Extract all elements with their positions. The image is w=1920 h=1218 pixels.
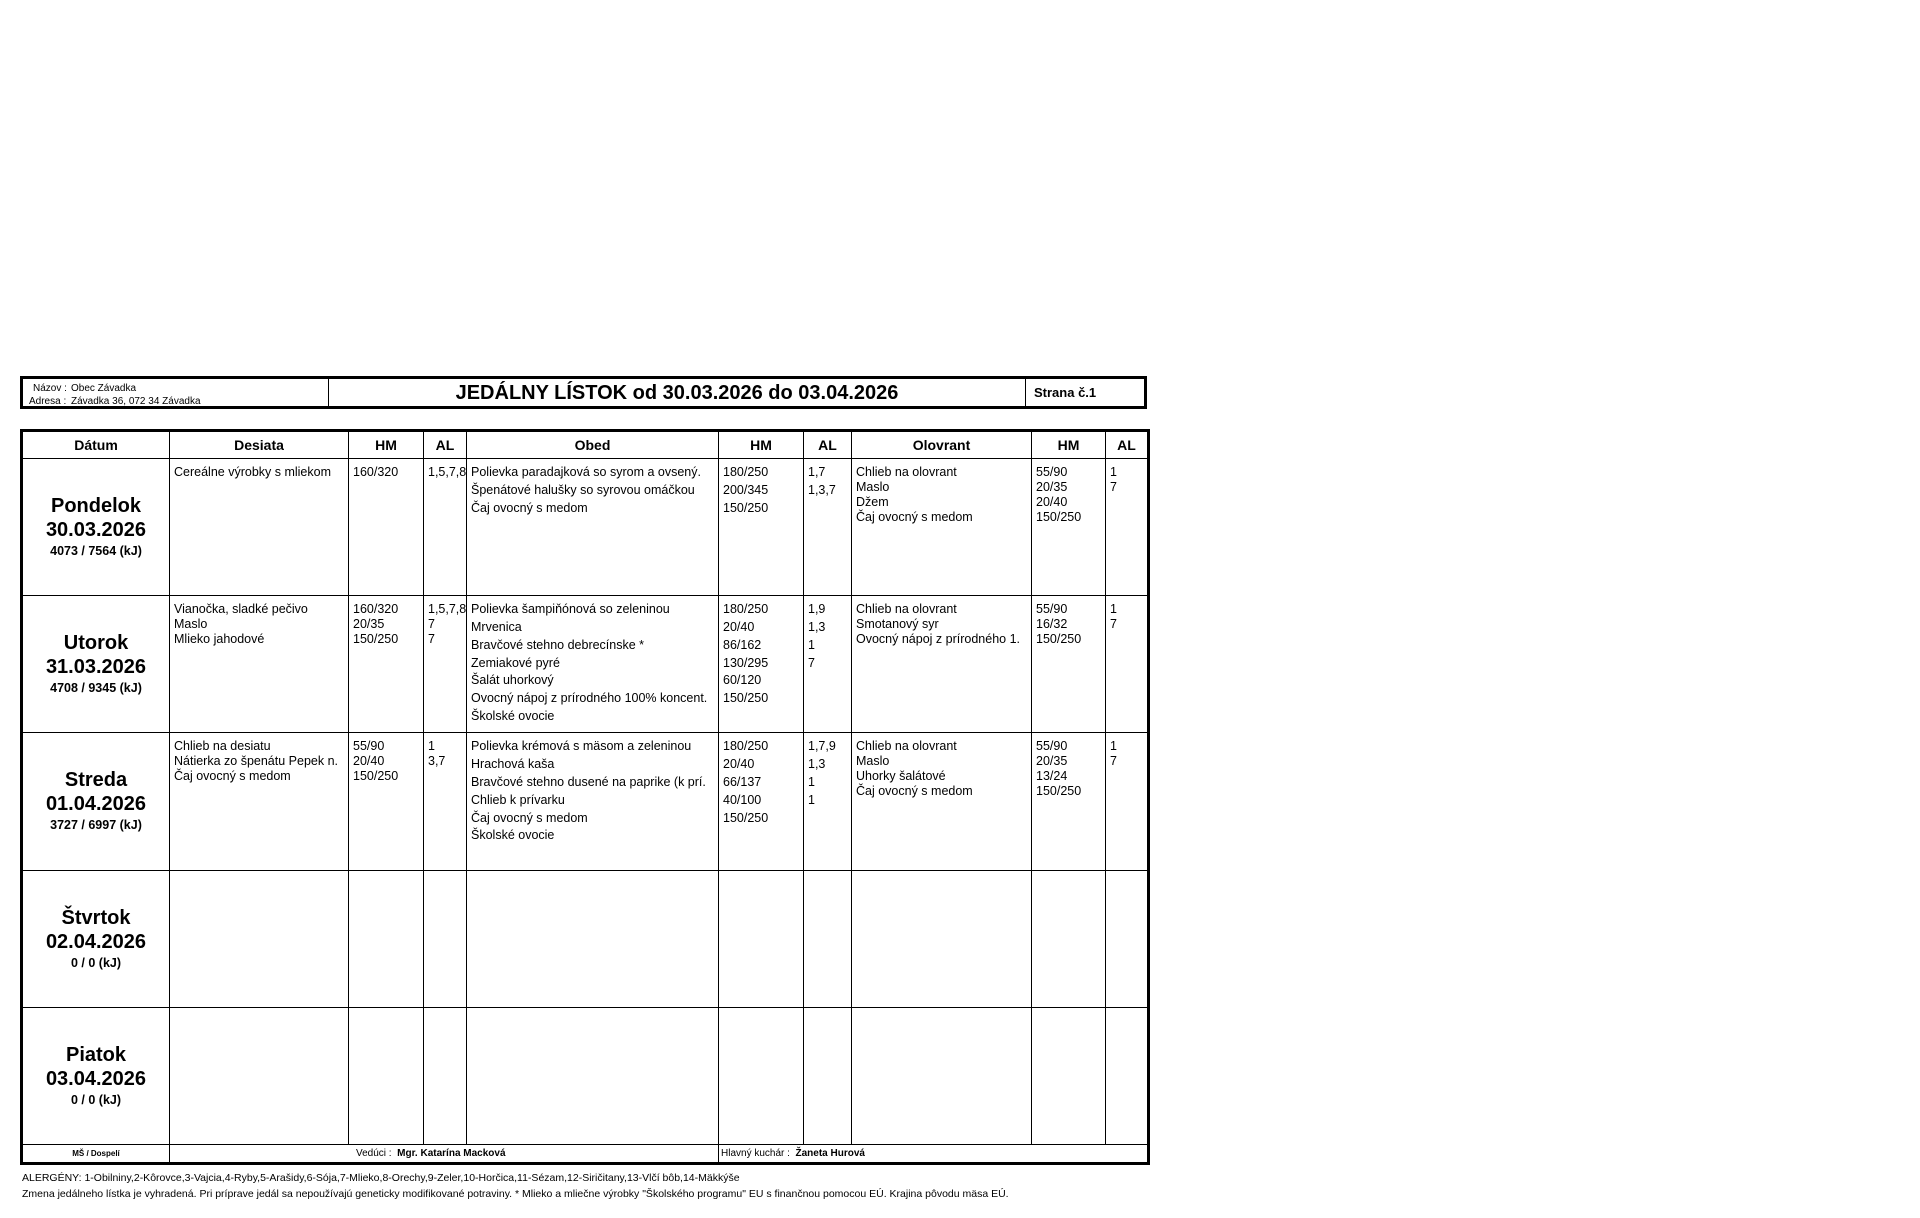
afternoon-item: Uhorky šalátové — [856, 769, 946, 784]
day-row — [22, 870, 1149, 1007]
lunch-item: Mrvenica — [471, 619, 522, 634]
lunch-item: Polievka krémová s mäsom a zeleninou — [471, 739, 692, 754]
afternoon-item: Maslo — [856, 754, 890, 769]
afternoon-al-cell — [1106, 870, 1149, 1007]
snack-al-cell — [424, 596, 467, 733]
afternoon-hm-item: 20/35 — [1036, 480, 1068, 494]
afternoon-hm-item: 55/90 — [1036, 602, 1068, 617]
day-cell — [22, 596, 170, 733]
lunch-hm-cell — [719, 733, 804, 870]
lunch-hm-item: 150/250 — [723, 691, 769, 706]
lunch-item: Čaj ovocný s medom — [471, 500, 588, 515]
snack-hm-item: 55/90 — [353, 739, 385, 754]
afternoon-hm-item: 20/40 — [1036, 495, 1068, 509]
col-date: Dátum — [22, 431, 170, 459]
snack-al-cell — [424, 733, 467, 870]
page-number: Strana č.1 — [1034, 385, 1097, 400]
group-label: MŠ / Dospelí — [22, 1145, 170, 1164]
lunch-hm-item: 180/250 — [723, 739, 769, 754]
lunch-al-item: 1 — [808, 792, 815, 807]
snack-hm-cell — [349, 596, 424, 733]
snack-item: Chlieb na desiatu — [174, 739, 271, 754]
snack-hm-item: 150/250 — [353, 632, 399, 647]
snack-cell — [170, 459, 349, 596]
afternoon-al-cell — [1106, 1007, 1149, 1144]
disclaimer-note: Zmena jedálneho lístka je vyhradená. Pri príprave jedál sa nepoužívajú geneticky modifikované potraviny. * Mlieko a mliečne výrobky "Školského programu" EU s finančnou pomocou EÚ. Krajina pôvodu mäsa EÚ. — [22, 1188, 1009, 1200]
afternoon-cell — [852, 459, 1032, 596]
afternoon-cell — [852, 596, 1032, 733]
chef-name: Žaneta Hurová — [795, 1148, 865, 1159]
col-afternoon: Olovrant — [852, 431, 1032, 459]
afternoon-al-item: 7 — [1110, 480, 1117, 494]
snack-hm-cell — [349, 459, 424, 596]
lunch-hm-item: 150/250 — [723, 810, 769, 825]
col-lunch-al: AL — [804, 431, 852, 459]
day-date: 03.04.2026 — [45, 1067, 147, 1090]
lunch-item: Hrachová kaša — [471, 757, 555, 772]
lunch-al-cell — [804, 733, 852, 870]
snack-item: Cereálne výrobky s mliekom — [174, 465, 331, 479]
lunch-hm-item: 150/250 — [723, 500, 769, 515]
day-row — [22, 596, 1149, 733]
day-date: 01.04.2026 — [45, 793, 147, 816]
notes — [22, 1170, 1009, 1202]
column-header-row — [22, 431, 1149, 459]
afternoon-cell — [852, 1007, 1032, 1144]
lunch-al-item: 1,9 — [808, 602, 826, 617]
afternoon-item: Chlieb na olovrant — [856, 739, 957, 754]
snack-al-item: 3,7 — [428, 754, 446, 769]
afternoon-item: Chlieb na olovrant — [856, 602, 957, 617]
snack-al-item: 7 — [428, 632, 435, 647]
afternoon-al-cell — [1106, 596, 1149, 733]
menu-title: JEDÁLNY LÍSTOK od 30.03.2026 do 03.04.2026 — [329, 379, 1026, 406]
afternoon-item: Čaj ovocný s medom — [856, 784, 973, 799]
lunch-item: Bravčové stehno debrecínske * — [471, 637, 645, 652]
day-energy: 4708 / 9345 (kJ) — [50, 681, 142, 696]
chef-cell — [719, 1145, 1149, 1164]
afternoon-hm-item: 150/250 — [1036, 632, 1082, 647]
day-date: 31.03.2026 — [45, 656, 147, 679]
day-name: Streda — [64, 769, 128, 792]
lunch-hm-item: 20/40 — [723, 619, 755, 634]
lunch-al-item: 1,3,7 — [808, 482, 836, 497]
afternoon-hm-cell — [1032, 733, 1106, 870]
col-lunch-hm: HM — [719, 431, 804, 459]
snack-item: Nátierka zo špenátu Pepek n. — [174, 754, 338, 769]
lunch-item: Školské ovocie — [471, 828, 555, 843]
day-cell — [22, 733, 170, 870]
snack-hm-item: 20/40 — [353, 754, 385, 769]
afternoon-item: Ovocný nápoj z prírodného 1. — [856, 632, 1020, 647]
lunch-cell — [467, 1007, 719, 1144]
lunch-al-item: 1 — [808, 637, 815, 652]
col-lunch: Obed — [467, 431, 719, 459]
snack-hm-cell — [349, 1007, 424, 1144]
lunch-al-item: 7 — [808, 655, 815, 670]
lunch-cell — [467, 459, 719, 596]
snack-cell — [170, 596, 349, 733]
snack-al-item: 7 — [428, 617, 435, 632]
lunch-hm-cell — [719, 1007, 804, 1144]
day-name: Pondelok — [50, 495, 141, 518]
afternoon-al-item: 7 — [1110, 617, 1117, 632]
afternoon-item: Chlieb na olovrant — [856, 465, 957, 479]
day-energy: 4073 / 7564 (kJ) — [50, 544, 142, 559]
col-snack: Desiata — [170, 431, 349, 459]
chef-label: Hlavný kuchár : — [721, 1148, 790, 1159]
lunch-al-item: 1,7,9 — [808, 739, 836, 754]
afternoon-al-item: 1 — [1110, 465, 1117, 479]
snack-hm-cell — [349, 870, 424, 1007]
lunch-item: Polievka šampiňónová so zeleninou — [471, 602, 670, 617]
afternoon-hm-item: 150/250 — [1036, 510, 1082, 524]
snack-hm-item: 160/320 — [353, 602, 399, 617]
afternoon-hm-item: 20/35 — [1036, 754, 1068, 769]
lunch-hm-cell — [719, 870, 804, 1007]
lunch-al-item: 1,3 — [808, 757, 826, 772]
afternoon-hm-item: 55/90 — [1036, 465, 1068, 479]
afternoon-hm-item: 150/250 — [1036, 784, 1082, 799]
snack-hm-item: 20/35 — [353, 617, 385, 632]
afternoon-hm-cell — [1032, 596, 1106, 733]
day-cell — [22, 1007, 170, 1144]
lunch-hm-item: 20/40 — [723, 757, 755, 772]
col-afternoon-al: AL — [1106, 431, 1149, 459]
afternoon-cell — [852, 870, 1032, 1007]
snack-item: Čaj ovocný s medom — [174, 769, 291, 784]
snack-al-item: 1,5,7,8 — [428, 465, 466, 479]
name-label: Názov : — [33, 383, 67, 394]
lunch-al-cell — [804, 459, 852, 596]
signature-row — [22, 1145, 1149, 1164]
lunch-al-cell — [804, 1007, 852, 1144]
day-row — [22, 1007, 1149, 1144]
afternoon-hm-item: 16/32 — [1036, 617, 1068, 632]
address-label: Adresa : — [29, 396, 67, 407]
lunch-hm-item: 86/162 — [723, 637, 762, 652]
day-energy: 0 / 0 (kJ) — [70, 1092, 122, 1107]
snack-item: Mlieko jahodové — [174, 632, 265, 647]
menu-header — [20, 376, 1147, 409]
snack-hm-item: 150/250 — [353, 769, 399, 784]
lunch-hm-cell — [719, 596, 804, 733]
lunch-hm-item: 200/345 — [723, 482, 769, 497]
lunch-al-item — [808, 501, 848, 519]
manager-cell — [170, 1145, 719, 1164]
lunch-hm-item: 130/295 — [723, 655, 769, 670]
snack-cell — [170, 1007, 349, 1144]
day-energy: 0 / 0 (kJ) — [70, 955, 122, 970]
afternoon-item: Maslo — [856, 480, 890, 494]
lunch-item: Čaj ovocný s medom — [471, 810, 588, 825]
lunch-hm-item: 180/250 — [723, 465, 769, 479]
day-name: Utorok — [63, 632, 129, 655]
afternoon-al-item: 7 — [1110, 754, 1117, 769]
day-date: 30.03.2026 — [45, 519, 147, 542]
snack-item: Maslo — [174, 617, 208, 632]
lunch-al-cell — [804, 870, 852, 1007]
afternoon-hm-cell — [1032, 1007, 1106, 1144]
lunch-item: Špenátové halušky so syrovou omáčkou — [471, 482, 695, 497]
afternoon-item: Smotanový syr — [856, 617, 939, 632]
day-energy: 3727 / 6997 (kJ) — [50, 818, 142, 833]
lunch-al-item: 1 — [808, 774, 815, 789]
snack-cell — [170, 870, 349, 1007]
lunch-item: Chlieb k prívarku — [471, 792, 565, 807]
day-row — [22, 459, 1149, 596]
afternoon-al-item: 1 — [1110, 739, 1117, 754]
afternoon-al-item: 1 — [1110, 602, 1117, 617]
afternoon-hm-item: 55/90 — [1036, 739, 1068, 754]
lunch-item: Šalát uhorkový — [471, 673, 554, 688]
snack-cell — [170, 733, 349, 870]
day-name: Štvrtok — [61, 906, 131, 929]
afternoon-al-cell — [1106, 459, 1149, 596]
lunch-al-cell — [804, 596, 852, 733]
manager-name: Mgr. Katarína Macková — [397, 1148, 506, 1159]
lunch-hm-item: 180/250 — [723, 602, 769, 617]
day-cell — [22, 870, 170, 1007]
afternoon-hm-cell — [1032, 459, 1106, 596]
lunch-al-item: 1,7 — [808, 465, 826, 479]
snack-al-item: 1,5,7,8 — [428, 602, 466, 617]
lunch-hm-item: 60/120 — [723, 673, 762, 688]
lunch-item: Ovocný nápoj z prírodného 100% koncent. — [471, 691, 708, 706]
col-snack-al: AL — [424, 431, 467, 459]
day-name: Piatok — [65, 1043, 127, 1066]
snack-hm-item: 160/320 — [353, 465, 399, 479]
lunch-cell — [467, 733, 719, 870]
col-snack-hm: HM — [349, 431, 424, 459]
lunch-cell — [467, 870, 719, 1007]
day-cell — [22, 459, 170, 596]
organization-name: Obec Závadka — [71, 383, 137, 394]
organization-address: Závadka 36, 072 34 Závadka — [71, 396, 201, 407]
lunch-hm-item: 66/137 — [723, 774, 762, 789]
lunch-hm-cell — [719, 459, 804, 596]
lunch-cell — [467, 596, 719, 733]
afternoon-hm-cell — [1032, 870, 1106, 1007]
afternoon-cell — [852, 733, 1032, 870]
lunch-item: Školské ovocie — [471, 708, 555, 723]
organization-info — [23, 379, 329, 406]
snack-al-cell — [424, 1007, 467, 1144]
snack-hm-cell — [349, 733, 424, 870]
lunch-hm-item: 40/100 — [723, 792, 762, 807]
manager-label: Vedúci : — [356, 1148, 392, 1159]
snack-al-cell — [424, 870, 467, 1007]
afternoon-hm-item: 13/24 — [1036, 769, 1068, 784]
snack-item: Vianočka, sladké pečivo — [174, 602, 308, 617]
snack-al-cell — [424, 459, 467, 596]
day-date: 02.04.2026 — [45, 930, 147, 953]
allergens-note: ALERGÉNY: 1-Obilniny,2-Kôrovce,3-Vajcia,4-Ryby,5-Arašidy,6-Sója,7-Mlieko,8-Orechy,9-Zeler,10-Horčica,11-Sézam,12-Siričitany,13-Vlčí bôb,14-Mäkkýše — [22, 1172, 740, 1184]
lunch-item: Polievka paradajková so syrom a ovsený. — [471, 465, 701, 479]
afternoon-item: Čaj ovocný s medom — [856, 510, 973, 524]
lunch-al-item: 1,3 — [808, 619, 826, 634]
day-row — [22, 733, 1149, 870]
lunch-item: Zemiakové pyré — [471, 655, 560, 670]
menu-table — [20, 429, 1150, 1165]
lunch-item: Bravčové stehno dusené na paprike (k prí. — [471, 774, 706, 789]
afternoon-al-cell — [1106, 733, 1149, 870]
snack-al-item: 1 — [428, 739, 435, 754]
col-afternoon-hm: HM — [1032, 431, 1106, 459]
afternoon-item: Džem — [856, 495, 889, 509]
